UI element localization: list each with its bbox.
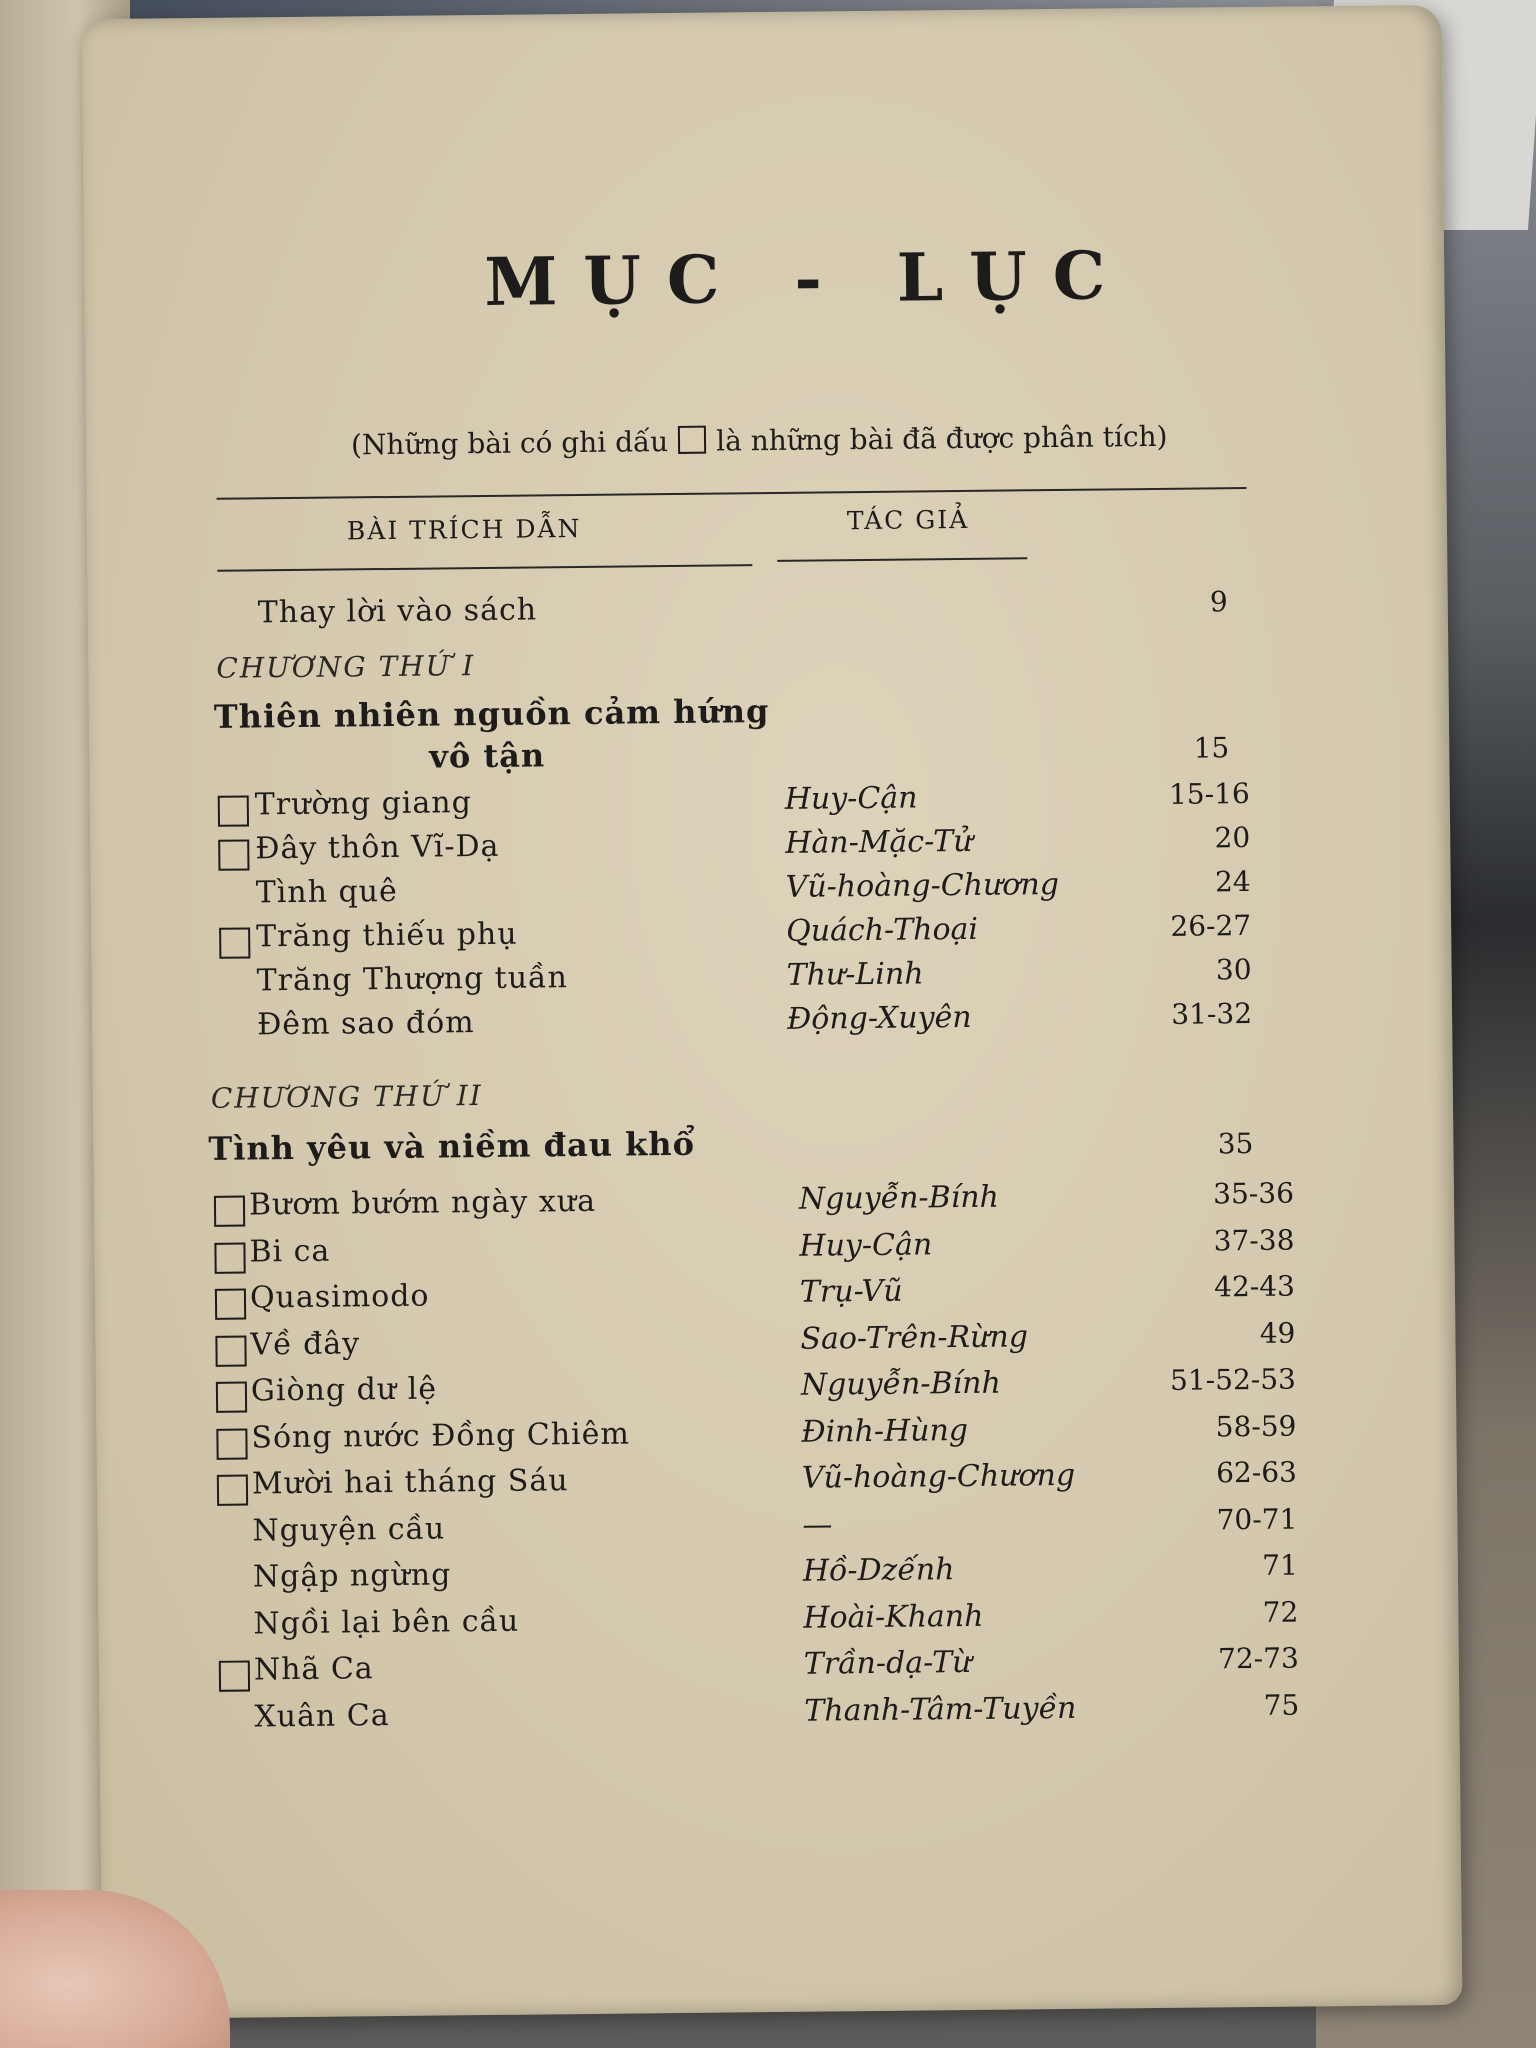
column-header-author: TÁC GIẢ [846, 504, 970, 536]
entry-author: Huy-Cận [799, 1226, 933, 1264]
toc-entry [99, 1687, 1349, 1740]
entry-title: Giòng dư lệ [250, 1371, 438, 1409]
entry-title: Nguyện cầu [252, 1510, 446, 1548]
section-page: 35 [1217, 1126, 1254, 1161]
entry-title: Bươm bướm ngày xưa [248, 1183, 597, 1223]
entry-author: Trụ-Vũ [799, 1273, 903, 1310]
entry-title: Xuân Ca [254, 1697, 390, 1734]
toc-entry [98, 1594, 1348, 1647]
toc-entry [94, 1176, 1344, 1229]
toc-entry [96, 1362, 1346, 1415]
legend-text-after: là những bài đã được phân tích) [716, 419, 1168, 458]
toc-entry [96, 1409, 1346, 1462]
entry-author: Hồ-Dzếnh [802, 1552, 955, 1589]
checkbox-icon [217, 1475, 248, 1506]
entry-page: 62-63 [1215, 1455, 1298, 1490]
toc-entry [98, 1548, 1348, 1601]
toc-entry [95, 1269, 1345, 1322]
entry-author: Vũ-hoàng-Chương [801, 1457, 1076, 1496]
entry-author: Hoài-Khanh [803, 1598, 984, 1636]
entry-page: 49 [1259, 1316, 1296, 1350]
entry-title: Ngồi lại bên cầu [253, 1603, 520, 1641]
checkbox-icon [678, 426, 706, 454]
entry-title: Đây thôn Vĩ-Dạ [255, 828, 500, 867]
checkbox-icon [219, 927, 250, 958]
divider [777, 557, 1027, 562]
book-page [82, 5, 1463, 2019]
entry-page: 31-32 [1171, 996, 1253, 1031]
entry-author: Hàn-Mặc-Tử [785, 823, 973, 861]
entry-page: 51-52-53 [1169, 1362, 1297, 1397]
column-header-excerpt: BÀI TRÍCH DẪN [346, 513, 582, 546]
entry-title: Trăng thiếu phụ [256, 916, 518, 955]
toc-entry [95, 1316, 1345, 1369]
checkbox-icon [216, 1382, 247, 1413]
checkbox-icon [214, 1242, 245, 1273]
entry-page: 37-38 [1213, 1223, 1295, 1257]
entry-page: 58-59 [1215, 1409, 1297, 1443]
entry-author: Trần-dạ-Từ [803, 1644, 972, 1682]
entry-title: Mười hai tháng Sáu [251, 1463, 569, 1502]
entry-title: Thay lời vào sách [257, 592, 538, 631]
entry-page: 70-71 [1216, 1502, 1298, 1536]
checkbox-icon [214, 1196, 245, 1227]
legend-note [351, 420, 1168, 462]
toc-entry [92, 996, 1342, 1049]
entry-author: Động-Xuyên [786, 999, 972, 1037]
entry-author: Huy-Cận [784, 780, 918, 817]
divider [217, 487, 1247, 500]
entry-author: Thanh-Tâm-Tuyền [804, 1690, 1077, 1729]
checkbox-icon [218, 839, 249, 870]
toc-entry [97, 1502, 1347, 1555]
entry-title: Quasimodo [249, 1278, 430, 1316]
entry-author: Nguyễn-Bính [800, 1365, 1002, 1403]
checkbox-icon [216, 1428, 247, 1459]
section-heading-cont: vô tận [429, 736, 546, 776]
entry-page: 75 [1263, 1688, 1300, 1722]
divider [217, 564, 752, 572]
entry-page: 9 [1209, 585, 1228, 619]
entry-page: 20 [1214, 820, 1251, 855]
section-heading: Tình yêu và niềm đau khổ [208, 1124, 696, 1168]
section-page: 15 [1193, 731, 1230, 765]
chapter-label: CHƯƠNG THỨ II [210, 1079, 483, 1115]
entry-title: Bi ca [249, 1233, 331, 1269]
section-heading: Thiên nhiên nguồn cảm hứng [213, 692, 770, 736]
entry-page: 42-43 [1214, 1269, 1296, 1304]
legend-text-before: (Những bài có ghi dấu [350, 425, 669, 462]
entry-author: Vũ-hoàng-Chương [785, 866, 1060, 905]
entry-title: Đêm sao đóm [256, 1005, 475, 1043]
entry-page: 35-36 [1213, 1176, 1295, 1211]
entry-author: — [802, 1506, 833, 1543]
checkbox-icon [215, 1335, 246, 1366]
page-title: MỤC - LỤC [483, 236, 1132, 321]
entry-page: 71 [1262, 1548, 1298, 1582]
checkbox-icon [215, 1289, 246, 1320]
entry-title: Sóng nước Đồng Chiêm [251, 1416, 631, 1455]
entry-author: Thư-Linh [786, 956, 924, 993]
toc-entry [99, 1641, 1349, 1694]
checkbox-icon [219, 1661, 250, 1692]
entry-page: 72 [1262, 1595, 1299, 1629]
entry-page: 24 [1214, 864, 1251, 899]
entry-title: Trường giang [254, 785, 472, 823]
entry-author: Quách-Thoại [785, 911, 979, 949]
toc-entry [94, 1223, 1344, 1276]
entry-page: 26-27 [1170, 908, 1252, 943]
entry-author: Nguyễn-Bính [798, 1179, 1000, 1217]
entry-page: 30 [1215, 952, 1252, 987]
entry-page: 15-16 [1168, 776, 1250, 811]
entry-title: Trăng Thượng tuần [256, 960, 568, 999]
entry-title: Tình quê [255, 873, 398, 911]
entry-author: Sao-Trên-Rừng [800, 1318, 1029, 1357]
entry-author: Đinh-Hùng [801, 1412, 969, 1450]
toc-entry [97, 1455, 1347, 1508]
checkbox-icon [218, 795, 249, 826]
entry-title: Nhã Ca [253, 1651, 374, 1688]
entry-title: Ngập ngừng [252, 1557, 452, 1595]
intro-row [88, 585, 1288, 638]
chapter-label: CHƯƠNG THỨ I [216, 649, 476, 685]
entry-page: 72-73 [1217, 1641, 1299, 1676]
entry-title: Về đây [250, 1325, 361, 1362]
